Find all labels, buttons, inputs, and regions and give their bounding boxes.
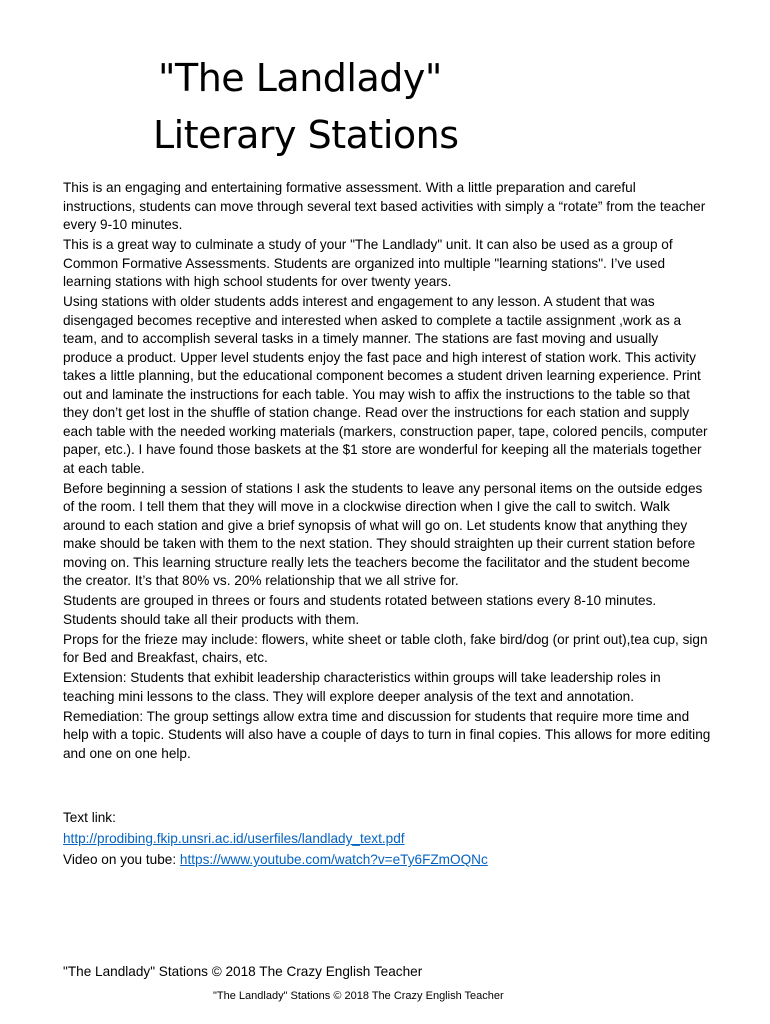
paragraph-intro: This is an engaging and entertaining formative assessment. With a little preparation and careful instructions, students can move through several text based activities with simply a “rotate” from the teacher every 9-10 minutes. — [63, 180, 706, 232]
footer-small: "The Landlady" Stations © 2018 The Crazy English Teacher — [213, 990, 504, 1002]
paragraph-culminate: This is a great way to culminate a study of your "The Landlady" unit. It can also be used as a group of Common Formative Assessments. Students are organized into multiple "learning stations". I’ve used learning stations with high school students for over twenty years. — [63, 237, 673, 289]
footer-main: "The Landlady" Stations © 2018 The Crazy English Teacher — [63, 964, 423, 979]
title-line-2: Literary Stations — [153, 113, 459, 157]
paragraph-props: Props for the frieze may include: flowers, white sheet or table cloth, fake bird/dog (or print out),tea cup, sign for Bed and Breakfast, chairs, etc. — [63, 631, 708, 665]
body-text — [63, 179, 711, 765]
paragraph-remediation: Remediation: The group settings allow extra time and discussion for students that require more time and help with a topic. Students will also have a couple of days to turn in final copies. This allows for more editing and one on one help. — [63, 708, 711, 761]
text-link[interactable]: http://prodibing.fkip.unsri.ac.id/userfiles/landlady_text.pdf — [63, 831, 405, 846]
video-link[interactable]: https://www.youtube.com/watch?v=eTy6FZmOQNc — [179, 852, 488, 867]
text-link-label: Text link: — [63, 810, 116, 825]
title-line-1: "The Landlady" — [158, 56, 442, 100]
paragraph-extension: Extension: Students that exhibit leadership characteristics within groups will take leadership roles in teaching mini lessons to the class. They will explore deeper analysis of the text and annotation. — [63, 670, 661, 704]
paragraph-grouping: Students are grouped in threes or fours and students rotated between stations every 8-10 minutes. Students should take all their products with them. — [63, 593, 657, 627]
video-link-label: Video on you tube: — [63, 852, 180, 867]
page-title — [153, 50, 459, 164]
paragraph-stations: Using stations with older students adds interest and engagement to any lesson. A student that was disengaged becomes receptive and interested when asked to complete a tactile assignment ,work as a team, and to accomplish several tasks in a timely manner. The stations are fast moving and usually produce a product. Upper level students enjoy the fast pace and high interest of station work. This activity takes a little planning, but the educational component becomes a student driven learning experience. Print out and laminate the instructions for each table. You may wish to affix the instructions to the table so that they don’t get lost in the shuffle of station change. Read over the instructions for each station and supply each table with the needed working materials (markers, construction paper, tape, colored pencils, computer paper, etc.). I have found those baskets at the $1 store are wonderful for keeping all the materials together at each table. — [63, 294, 708, 476]
paragraph-before-beginning: Before beginning a session of stations I ask the students to leave any personal items on the outside edges of the room. I tell them that they will move in a clockwise direction when I give the call to switch. Walk around to each station and give a brief synopsis of what will go on. Let students know that anything they make should be taken with them to the next station. They should straighten up their current station before moving on. This learning structure really lets the teachers become the facilitator and the student become the creator. It’s that 80% vs. 20% relationship that we all strive for. — [63, 480, 703, 588]
links-section — [63, 807, 711, 870]
